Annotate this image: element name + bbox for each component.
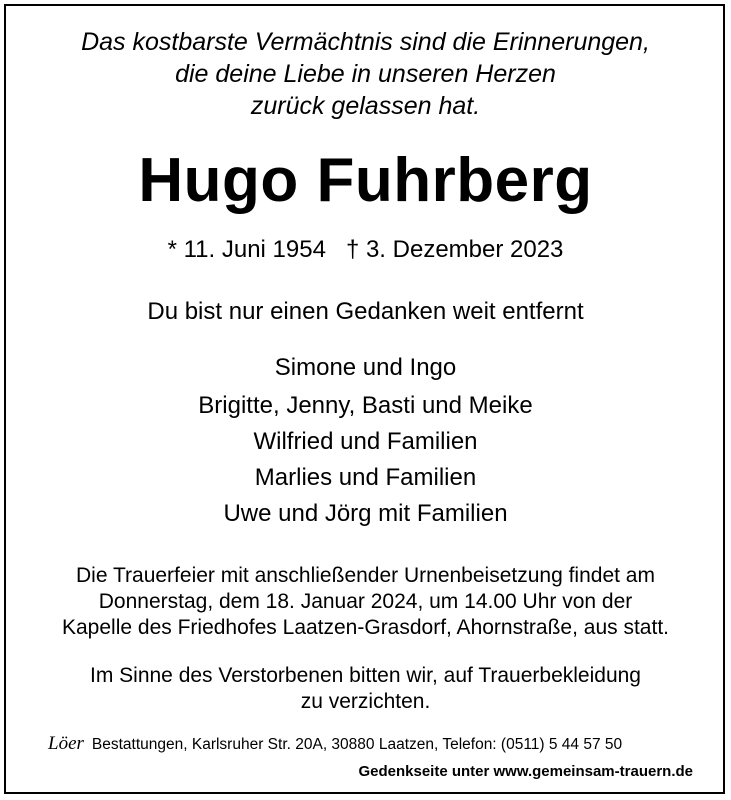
mourner-line: Marlies und Familien — [254, 464, 477, 491]
life-dates — [0, 235, 731, 265]
motto: Du bist nur einen Gedanken weit entfernt — [147, 298, 584, 325]
birth-date: * 11. Juni 1954 — [167, 236, 326, 263]
undertaker-logo: Löer — [48, 733, 84, 754]
service-line-3: Kapelle des Friedhofes Laatzen-Grasdorf, Ahornstraße, aus statt. — [62, 616, 669, 639]
request-line-2: zu verzichten. — [300, 690, 431, 713]
mourner-line: Simone und Ingo — [274, 354, 457, 381]
service-line-2: Donnerstag, dem 18. Januar 2024, um 14.00 Uhr von der — [98, 590, 633, 613]
quote-line-1: Das kostbarste Vermächtnis sind die Erinnerungen, — [81, 28, 650, 56]
deceased-name: Hugo Fuhrberg — [138, 146, 593, 215]
request-line-1: Im Sinne des Verstorbenen bitten wir, auf Trauerbekleidung — [89, 664, 641, 687]
mourner-line: Uwe und Jörg mit Familien — [223, 500, 508, 527]
undertaker-footer — [48, 733, 622, 756]
death-date: † 3. Dezember 2023 — [345, 236, 564, 263]
mourner-line: Wilfried und Familien — [253, 428, 478, 455]
memorial-page-link[interactable]: Gedenkseite unter www.gemeinsam-trauern.de — [358, 763, 693, 780]
quote-line-2: die deine Liebe in unseren Herzen — [175, 60, 556, 88]
service-line-1: Die Trauerfeier mit anschließender Urnenbeisetzung findet am — [76, 564, 655, 587]
mourner-line: Brigitte, Jenny, Basti und Meike — [198, 392, 533, 419]
quote-line-3: zurück gelassen hat. — [250, 92, 481, 120]
undertaker-details: Bestattungen, Karlsruher Str. 20A, 30880 Laatzen, Telefon: (0511) 5 44 57 50 — [91, 736, 623, 753]
